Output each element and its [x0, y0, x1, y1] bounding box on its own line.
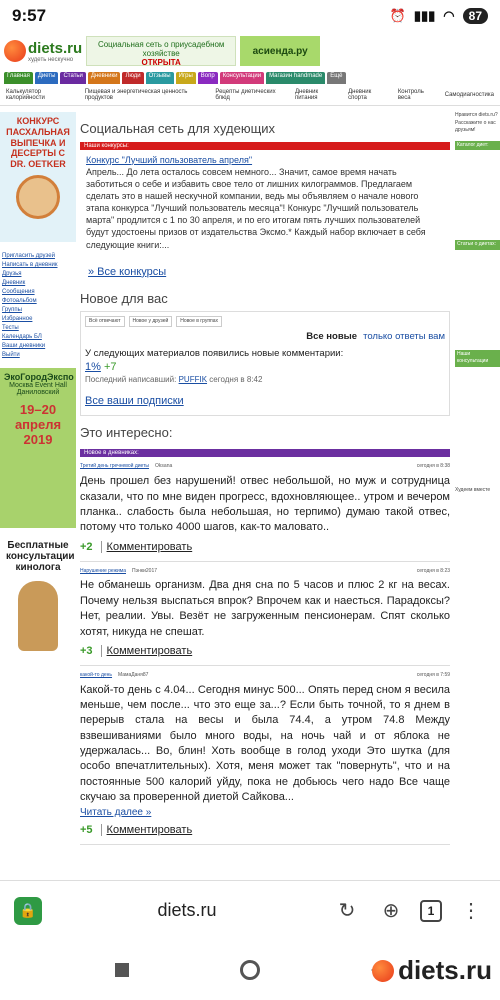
subnav-item[interactable]: Самодиагностика	[444, 91, 494, 98]
user-menu-item[interactable]: Ваши дневники	[2, 343, 46, 349]
post-text: День прошел без нарушений! отвес небольшой, но муж и сотрудница сказали, что по мне виден прогресс, вдохновляющее.. утром и вечером планка.. слабость была небольшая, но терпимо) думаю такой отвес, потому что только 4000 шагов, как-то маловато..	[80, 475, 450, 534]
user-menu-item[interactable]: Группы	[2, 307, 22, 313]
comment-link[interactable]: Комментировать	[101, 824, 193, 836]
signal-icon: ▮▮▮	[413, 8, 436, 23]
page-title: Социальная сеть для худеющих	[80, 121, 276, 136]
nav-tab[interactable]: Люди	[122, 72, 143, 84]
nav-tab[interactable]: Магазин handmade	[266, 72, 325, 84]
post-title[interactable]: какой-то день	[80, 671, 113, 678]
nav-tab[interactable]: Диеты	[35, 72, 59, 84]
status-bar	[0, 0, 500, 32]
posts-list	[80, 457, 450, 845]
left-sidebar	[0, 112, 76, 880]
user-menu-item[interactable]: Избранное	[2, 316, 33, 322]
diaries-bar: Новое в дневниках:	[80, 449, 450, 457]
user-menu-item[interactable]: Написать в дневник	[2, 262, 58, 268]
diary-post	[80, 666, 450, 845]
mini-tab[interactable]: Новое в группах	[176, 316, 222, 327]
mini-tab[interactable]: Новое у друзей	[129, 316, 173, 327]
right-sidebar: Нравится diets.ru? Расскажите о нас друзьям! Каталог диет: Статьи о диетах: Наши консультации Худеем вместе	[455, 112, 500, 880]
nav-tab[interactable]: Дневники	[88, 72, 121, 84]
user-menu-item[interactable]: Сообщения	[2, 289, 35, 295]
new-for-you-box: Всё отвечают Новое у друзей Новое в группах Все новые только ответы вам У следующих материалов появились новые комментарии: 1% +7 Последний написавший: PUFFIK сегодня в 8:42 Все ваши подписки	[80, 311, 450, 416]
contest-text: Апрель... До лета осталось совсем немного... Значит, самое время начать заботиться о себе и избавить свое тело от лишних килограммов. Предлагаем сделать это в нашей нескучной компании, ведь мы объявляем о начале нового этапа конкурса "Лучший пользователь месяца"! Конкурс "Лучший пользователь марта" продлится с 1 по 30 апреля, и по его итогам пять лучших пользователей будут удостоены призов от издательства Эксмо.* Каждый набор включает в себя следующие книги:...	[86, 166, 426, 250]
all-contests-link[interactable]: » Все конкурсы	[88, 265, 167, 278]
post-date: сегодня в 8:23	[416, 567, 450, 574]
post-title[interactable]: Нарушение режима	[80, 567, 126, 574]
battery-indicator: 87	[463, 8, 488, 24]
post-text: Не обманешь организм. Два дня сна по 5 часов и плюс 2 кг на весах. Почему нельзя выспаться впрок? Впрочем как и наесться. Парадоксы? Нет, реалии. Увы. Везёт не загруженным пенсионерам. Спят сколько хотят, никуда не спешат.	[80, 579, 450, 638]
subnav-item[interactable]: Контроль веса	[397, 88, 424, 101]
diary-post	[80, 562, 450, 666]
interesting-title: Это интересно:	[80, 424, 173, 440]
new-desc: У следующих материалов появились новые комментарии:	[85, 347, 344, 359]
user-menu	[0, 250, 76, 362]
comment-link[interactable]: Комментировать	[101, 645, 193, 657]
subnav-item[interactable]: Рецепты диетических блюд	[215, 88, 276, 101]
site-logo[interactable]: diets.ru худеть нескучно	[4, 40, 82, 63]
cake-image	[16, 175, 60, 219]
contest-ad[interactable]: КОНКУРС ПАСХАЛЬНАЯ ВЫПЕЧКА И ДЕСЕРТЫ С DR. OETKER	[0, 112, 76, 242]
expo-ad[interactable]: ЭкоГородЭкспо Москва Event Hall Даниловский 19–20 апреля 2019	[0, 368, 76, 528]
nav-tab[interactable]: Игры	[176, 72, 196, 84]
read-more-link[interactable]: Читать далее »	[80, 806, 152, 818]
lock-icon[interactable]: 🔒	[14, 897, 42, 925]
subnav-item[interactable]: Калькулятор калорийности	[6, 88, 45, 101]
ad-banner-social[interactable]: Социальная сеть о приусадебном хозяйстве ОТКРЫТА	[86, 36, 236, 66]
post-author[interactable]: Oksana	[155, 463, 173, 470]
web-page	[0, 32, 500, 880]
user-menu-item[interactable]: Пригласить друзей	[2, 253, 55, 259]
apple-logo-icon	[4, 40, 26, 62]
url-field[interactable]: diets.ru	[157, 900, 217, 920]
consult-ad[interactable]: Бесплатные консультации кинолога	[0, 534, 76, 704]
nav-tab[interactable]: Статьи	[60, 72, 85, 84]
new-item-link[interactable]: 1%	[85, 361, 101, 374]
subnav-item[interactable]: Пищевая и энергетическая ценность продуктов	[84, 88, 188, 101]
post-score: +3	[80, 644, 93, 657]
user-menu-item[interactable]: Дневник	[2, 280, 26, 286]
post-author[interactable]: Пэнки2017	[132, 567, 158, 574]
user-menu-item[interactable]: Друзья	[2, 271, 22, 277]
contest-block	[80, 150, 450, 255]
nav-tab[interactable]: Отзывы	[146, 72, 174, 84]
contest-link[interactable]: Конкурс "Лучший пользователь апреля"	[86, 154, 253, 165]
apple-logo-icon	[372, 960, 394, 982]
user-menu-item[interactable]: Выйти	[2, 352, 20, 358]
post-score: +5	[80, 824, 93, 837]
new-item-plus: +7	[103, 361, 117, 374]
post-score: +2	[80, 540, 93, 553]
subnav-item[interactable]: Дневник питания	[294, 88, 319, 101]
user-menu-item[interactable]: Фотоальбом	[2, 298, 37, 304]
user-menu-item[interactable]: Тесты	[2, 325, 19, 331]
sub-nav	[0, 84, 500, 106]
post-date: сегодня в 7:59	[416, 671, 450, 678]
post-title[interactable]: Третий день гречневой диеты	[80, 463, 150, 470]
reload-icon[interactable]: ↻	[338, 900, 356, 922]
post-author[interactable]: МамаДаня87	[118, 671, 149, 678]
recents-icon[interactable]	[115, 963, 129, 977]
site-header	[0, 32, 500, 70]
watermark: diets.ru	[372, 955, 492, 986]
last-writer-link[interactable]: PUFFIK	[178, 375, 208, 385]
menu-icon[interactable]: ⋮	[461, 900, 481, 922]
user-menu-item[interactable]: Календарь БЛ	[2, 334, 42, 340]
nav-tab[interactable]: Ещё	[327, 72, 345, 84]
subscriptions-link[interactable]: Все ваши подписки	[85, 395, 184, 408]
status-time: 9:57	[12, 6, 47, 25]
nav-tab[interactable]: Консультации	[220, 72, 264, 84]
new-tab-icon[interactable]: ⊕	[382, 900, 400, 922]
tab-count-button[interactable]: 1	[420, 900, 442, 922]
new-all-tab[interactable]: Все новые	[306, 330, 358, 342]
post-date: сегодня в 8:38	[416, 463, 450, 470]
subnav-item[interactable]: Дневник спорта	[348, 88, 372, 101]
main-content	[80, 112, 450, 880]
diary-post	[80, 457, 450, 561]
new-tabs	[85, 316, 445, 327]
home-icon[interactable]	[240, 960, 260, 980]
browser-address-bar	[0, 880, 500, 940]
contests-bar: Наши конкурсы:	[80, 142, 450, 150]
alarm-icon: ⏰	[389, 8, 406, 23]
mini-tab[interactable]: Всё отвечают	[85, 316, 125, 327]
new-for-you-title: Новое для вас	[80, 290, 168, 306]
wifi-icon: ◠	[443, 8, 455, 23]
dog-image	[18, 581, 58, 651]
ad-banner-asienda[interactable]: асиенда.ру	[240, 36, 320, 66]
new-only-tab[interactable]: только ответы вам	[363, 330, 445, 342]
post-text: Какой-то день с 4.04... Сегодня минус 500... Опять перед сном я весила меньше, чем после... что это еще за...? Если быть точной, то я днем в перерыв стала на весы и была 74.4, а утром 74.8 Между взвешиваниями было много воды, на ночь чай и от яблока не удержалась... Во, блин! Хоть вообще в голод уходи Это шутка (для особо впечатлительных). Хотя, меня может так "повернуть", что и на постоянные 500 калорий уйду, пока не добьюсь чего надо Все чаще скучаю за проверенной диетой Сайкова...	[80, 683, 450, 804]
main-nav	[0, 72, 500, 84]
comment-link[interactable]: Комментировать	[101, 541, 193, 553]
nav-tab[interactable]: Главная	[4, 72, 33, 84]
nav-tab[interactable]: Вопр	[198, 72, 218, 84]
